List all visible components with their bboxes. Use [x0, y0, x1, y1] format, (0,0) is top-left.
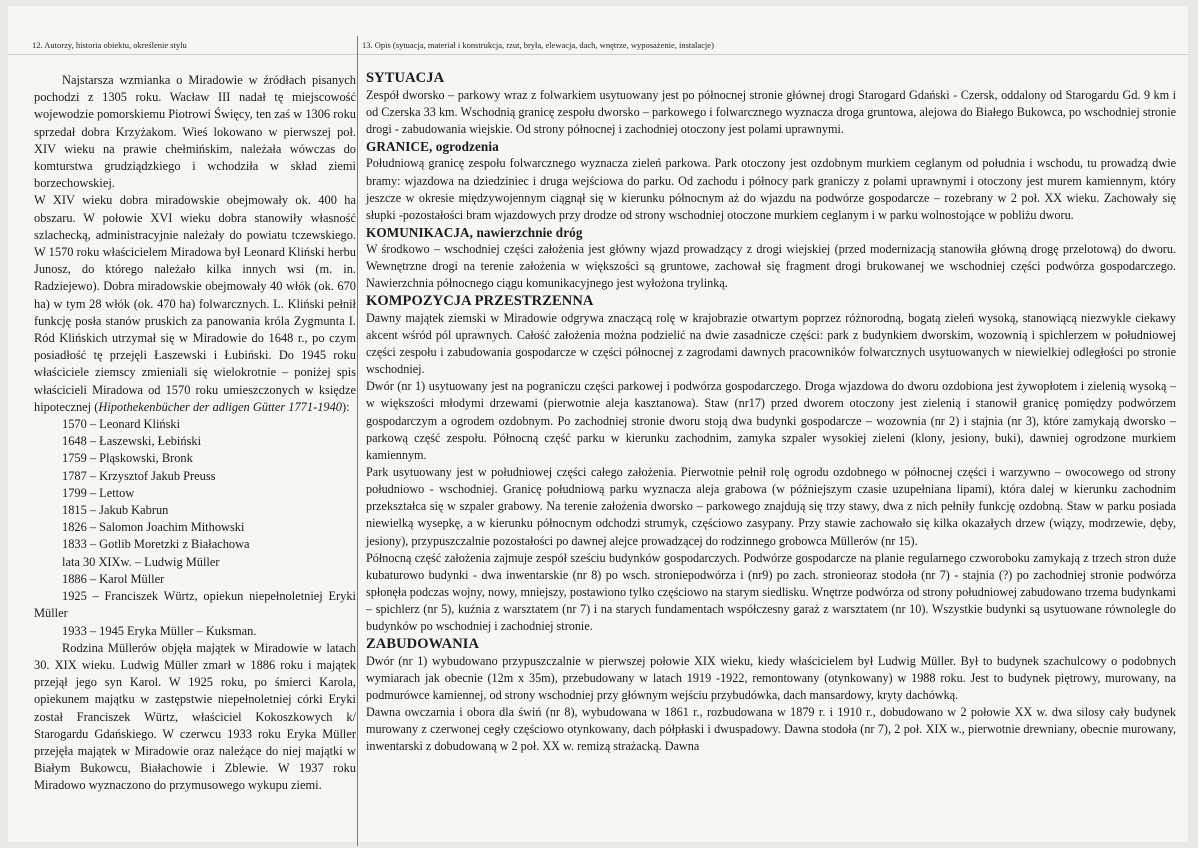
heading-kompozycja: KOMPOZYCJA PRZESTRZENNA [366, 292, 594, 309]
right-column-header: 13. Opis (sytuacja, materiał i konstrukcja, rzut, bryła, elewacja, dach, wnętrze, wyposażenie, instalacje) [362, 40, 714, 50]
owner-item: 1933 – 1945 Eryka Müller – Kuksman. [62, 623, 257, 638]
owner-item: lata 30 XIXw. – Ludwig Müller [62, 554, 220, 569]
paragraph-granice: Południową granicę zespołu folwarcznego wyznacza zieleń parkowa. Park otoczony jest ozdobnym murkiem ceglanym od południa i wschodu, tu prowadzą dwie bramy: wjazdowa na dziedziniec i druga wejściowa do parku. Od zachodu i północy park graniczy z polami uprawnymi i otoczony jest murem kamiennym, który jeszcze w okresie międzywojennym ciągnął się w kierunku północnym aż do wjazdu na podwórze gospodarcze – rozebrany w 2 poł. XX wieku. Zachowały się słupki -pozostałości bram wjazdowych przy drodze od strony wschodniej otoczone murkiem ceglanym i w parku wolnostojące w pobliżu dworu. [366, 156, 1176, 222]
column-divider [357, 36, 358, 846]
history-paragraph: Rodzina Müllerów objęła majątek w Miradowie w latach 30. XIX wieku. Ludwig Müller zmarł w 1886 roku i majątek przejął jego syn Karol. W 1925 roku, po śmierci Karola, opiekunem majątku w zastępstwie niepełnoletniej córki Eryki został Franciszek Würtz, właściciel Kokoszkowych k/ Starogardu Gdańskiego. W czerwcu 1933 roku Eryka Müller przejęła majątek w Miradowie oraz należące do niej majątki w Białym Bukowcu, Białachowie i Zblewie. W 1937 roku Miradowo wyznaczono do przymusowego wykupu ziemi. [34, 640, 356, 793]
owner-item: 1570 – Leonard Kliński [62, 417, 181, 432]
paragraph-zabudowania: Dwór (nr 1) wybudowano przypuszczalnie w pierwszej połowie XIX wieku, kiedy właścicielem był Ludwig Müller. Był to budynek szachulcowy o podobnych wymiarach jak obecnie (12m x 35m), przebudowany w latach 1919 -1922, remontowany (otynkowany) w 1988 roku. Jest to budynek piętrowy, murowany, na podmurówce kamiennej, od strony wschodniej przy głównym wejściu przybudówka, dach mansardowy, kryty dachówką. [366, 653, 1176, 702]
heading-zabudowania: ZABUDOWANIA [366, 635, 480, 652]
book-title: Hipothekenbücher der adligen Gütter 1771-1940 [98, 399, 342, 414]
owner-item: 1826 – Salomon Joachim Mithowski [62, 520, 245, 535]
owner-item: 1759 – Pląskowski, Bronk [62, 451, 193, 466]
heading-sytuacja: SYTUACJA [366, 70, 445, 86]
owner-item: 1925 – Franciszek Würtz, opiekun niepełnoletniej Eryki Müller [34, 589, 356, 621]
paragraph-sytuacja: Zespół dworsko – parkowy wraz z folwarkiem usytuowany jest po północnej stronie głównej drogi Starogard Gdański - Czersk, oddalony od Starogardu Gd. 9 km i od Czerska 33 km. Wschodnią granicę zespołu dworsko – parkowego i folwarcznego wyznacza droga gruntowa, alejowa do Białego Bukowca, po wschodniej stronie drogi - zabudowania wiejskie. Od strony północnej i zachodniej otoczony jest polami uprawnymi. [366, 88, 1176, 137]
owner-item: 1833 – Gotlib Moretzki z Białachowa [62, 537, 250, 552]
paragraph-zabudowania: Dawna owczarnia i obora dla świń (nr 8), wybudowana w 1861 r., rozbudowana w 1879 r. i 1910 r., dobudowano w 2 połowie XX w. dwa silosy cały budynek murowany z czerwonej cegły częściowo otynkowany, dach półpłaski i dwuspadowy. Dawna stodoła (nr 7), 2 poł. XIX w., pierwotnie drewniany, obecnie murowany, inwentarski z dobudowaną w 2 poł. XX w. remizą strażacką. Dawna [366, 705, 1176, 754]
owner-item: 1648 – Łaszewski, Łebiński [62, 434, 202, 449]
heading-granice: GRANICE, ogrodzenia [366, 139, 499, 155]
paragraph-kompozycja: Północną część założenia zajmuje zespół sześciu budynków gospodarczych. Podwórze gospodarcze na planie regularnego czworoboku zamykają z trzech stron duże kubaturowo budynki - dwa inwentarskie (nr 8) po wsch. stroniepodwórza i (nr9) po zach. stronieoraz stodoła (nr 7) - stajnia (?) po zachodniej stronie podwórza spłonęła podczas wojny, nowy, mniejszy, postawiono tylko częściowo na starym siedlisku. Wnętrze podwórza od strony południowej zabudowano trzema budynkami – spichlerz (nr 5), kuźnia z warsztatem (nr 7) i na starych fundamentach współczesny garaż z warsztatem (nr 10). Wszystkie budynki są usytuowane równolegle do budynków po wschodniej i zachodniej stronie. [366, 550, 1176, 634]
owner-item: 1787 – Krzysztof Jakub Preuss [62, 468, 216, 483]
left-column-header: 12. Autorzy, historia obiektu, określenie stylu [32, 40, 187, 50]
document-page [8, 6, 1188, 842]
header-divider [8, 54, 1188, 55]
paragraph-komunikacja: W środkowo – wschodniej części założenia jest główny wjazd prowadzący z drogi wiejskiej (przed modernizacją stanowiła główną drogę przelotową) do dworu. Wewnętrzne drogi na terenie założenia w większości są gruntowe, zachował się fragment drogi brukowanej we wschodniej części podwórza gospodarczego. Nawierzchnia północnego ciągu komunikacyjnego jest wyłożona trylinką. [366, 242, 1176, 291]
history-paragraph: W XIV wieku dobra miradowskie obejmowały ok. 400 ha obszaru. W połowie XVI wieku dobra stanowiły własność szlachecką, administracyjnie należały do powiatu tczewskiego. W 1570 roku właścicielem Miradowa był Leonard Kliński herbu Junosz, do którego należało kilka innych wsi (m. in. Radziejewo). Dobra miradowskie obejmowały 40 włók (ok. 670 ha) w tym 28 włók (ok. 470 ha) folwarcznych. L. Kliński pełnił funkcję posła stanów pruskich za panowania króla Zygmunta I. Ród Klińskich utrzymał się w Miradowie do 1648 r., po czym posiadłość tę przejęli Łaszewski i Łubiński. Do 1945 roku właściciele ziemscy zmieniali się wielokrotnie – poniżej spis właścicieli Miradowa od 1570 roku umieszczonych w księdze hipotecznej (Hipothekenbücher der adligen Gütter 1771-1940): [34, 193, 356, 414]
heading-komunikacja: KOMUNIKACJA, nawierzchnie dróg [366, 225, 583, 241]
history-paragraph: Najstarsza wzmianka o Miradowie w źródłach pisanych pochodzi z 1305 roku. Wacław III nadał tę miejscowość wojewodzie pomorskiemu Piotrowi Święcy, ten zaś w 1306 roku sprzedał dobra Krzyżakom. Wieś lokowano w pierwszej poł. XIV wieku na prawie chełmińskim, należała wówczas do komturstwa grudziądzkiego i wchodziła w skład ziemi borzechowskiej. [34, 73, 356, 191]
paragraph-kompozycja: Dawny majątek ziemski w Miradowie odgrywa znaczącą rolę w krajobrazie otwartym poprzez różnorodną, bogatą zieleń wysoką, stanowiącą niezwykle ciekawy akcent wśród pól uprawnych. Całość założenia można podzielić na dwie zasadnicze części: park z budynkiem dworskim, wozownią i spichlerzem w południowej części zespołu i zabudowania gospodarcze w części północnej z zagrodami dawnych pracowników folwarcznych usytuowanych w niewielkiej odległości po stronie wschodniej. [366, 310, 1176, 377]
history-column [34, 72, 356, 795]
description-column [366, 70, 1176, 755]
owner-item: 1815 – Jakub Kabrun [62, 503, 169, 518]
owner-item: 1886 – Karol Müller [62, 571, 165, 586]
owner-item: 1799 – Lettow [62, 485, 135, 500]
paragraph-kompozycja: Park usytuowany jest w południowej części całego założenia. Pierwotnie pełnił rolę ogrodu ozdobnego w północnej części i warzywno – owocowego od strony południowo - wschodniej. Granicę południową parku wyznacza aleja grabowa (w późniejszym czasie uzupełniana lipami), która dalej w kierunku zachodnim przekształca się w szpaler grabowy. Na terenie założenia dworsko – parkowego znajdują się trzy stawy, dwa z nich pełniły funkcję ozdobną. Staw w parku posiada niewielką wysepkę, a w kierunku północnym odchodzi strumyk, częściowo zasypany. Przy stawie zachowało się kilka okazałych drzew (wiązy, modrzewie, dęby, jesiony), przypuszczalnie pozostałości po dawnej alejce prowadzącej do rodzinnego grobowca Müllerów (nr 15). [366, 464, 1176, 548]
paragraph-kompozycja: Dwór (nr 1) usytuowany jest na pograniczu części parkowej i podwórza gospodarczego. Droga wjazdowa do dworu ozdobiona jest żywopłotem i zielenią wysoką – w większości młodymi drzewami (pierwotnie aleja kasztanowa). Staw (nr17) przed dworem otoczony jest zielenią i stanowił granicę pomiędzy podwórzem gospodarczym a ogrodem ozdobnym. Po zachodniej stronie dworu stoją dwa budynki gospodarcze – wozownia (nr 2) i stajnia (nr 3), które zamykają dworsko – parkową część zespołu. Północną część parku w kierunku zachodnim, zamyka szpaler wysokiej zieleni (klony, jesiony, buki), dawniej ogrodzone murkiem kamiennym. [366, 379, 1176, 462]
